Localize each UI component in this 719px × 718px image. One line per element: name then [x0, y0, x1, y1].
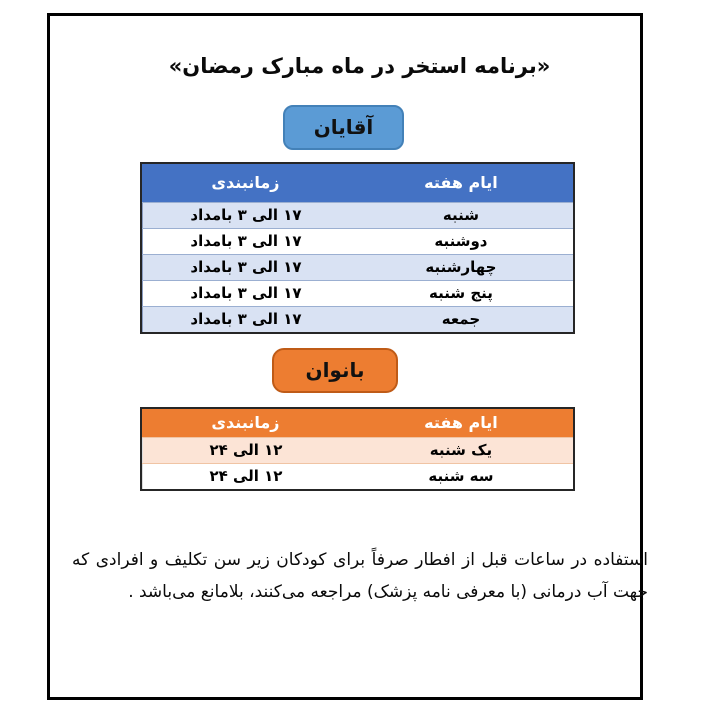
- day-cell: دوشنبه: [434, 232, 488, 250]
- men-schedule-table: [140, 162, 575, 334]
- page-title: «برنامه استخر در ماه مبارک رمضان»: [168, 54, 551, 78]
- time-cell: ۱۷ الی ۳ بامداد: [142, 229, 349, 254]
- women-section-badge: [272, 348, 398, 393]
- time-cell: ۱۷ الی ۳ بامداد: [142, 281, 349, 306]
- women-schedule-table: [140, 407, 575, 491]
- time-cell: ۱۲ الی ۲۴: [142, 464, 349, 489]
- women-table-header-row: [142, 409, 573, 437]
- time-column-header: زمانبندی: [211, 413, 280, 432]
- time-cell: ۱۷ الی ۳ بامداد: [142, 203, 349, 228]
- day-column-header: ایام هفته: [424, 173, 498, 192]
- time-cell: ۱۲ الی ۲۴: [142, 438, 349, 463]
- table-row: [142, 306, 573, 332]
- day-cell: یک شنبه: [429, 441, 493, 459]
- women-section-label: بانوان: [305, 358, 365, 382]
- time-column-header: زمانبندی: [211, 173, 280, 192]
- table-row: [142, 437, 573, 463]
- table-row: [142, 202, 573, 228]
- day-cell: سه شنبه: [428, 467, 494, 485]
- men-section-label: آقایان: [313, 115, 374, 139]
- footer-note: استفاده در ساعات قبل از افطار صرفاً برای کودکان زیر سن تکلیف و افرادی که جهت آب درمانی (با معرفی نامه پزشک) مراجعه می‌کنند، بلامانع می‌باشد .: [72, 550, 648, 602]
- time-cell: ۱۷ الی ۳ بامداد: [142, 307, 349, 332]
- table-row: [142, 254, 573, 280]
- day-column-header: ایام هفته: [424, 413, 498, 432]
- table-row: [142, 280, 573, 306]
- table-row: [142, 228, 573, 254]
- men-section-badge: [283, 105, 404, 150]
- time-cell: ۱۷ الی ۳ بامداد: [142, 255, 349, 280]
- day-cell: شنبه: [442, 206, 479, 224]
- men-table-header-row: [142, 164, 573, 202]
- day-cell: پنج شنبه: [429, 284, 493, 302]
- day-cell: جمعه: [441, 310, 481, 328]
- day-cell: چهارشنبه: [425, 258, 497, 276]
- table-row: [142, 463, 573, 489]
